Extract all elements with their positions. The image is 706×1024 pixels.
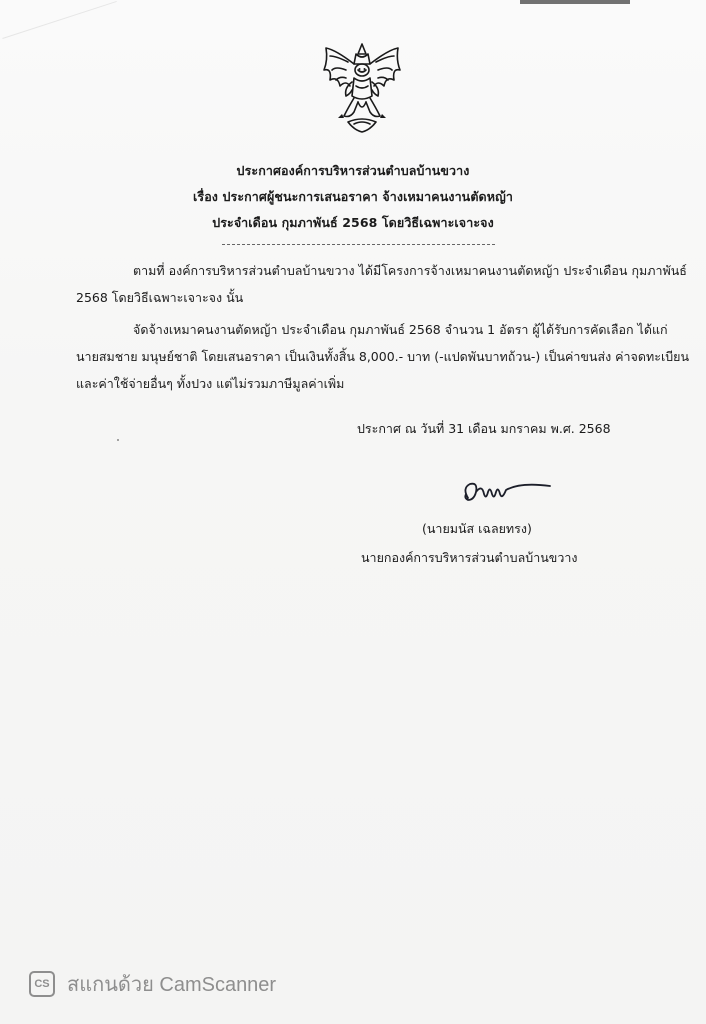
header-divider [222,244,495,245]
paragraph-2-line-3: และค่าใช้จ่ายอื่นๆ ทั้งปวง แต่ไม่รวมภาษีมูลค่าเพิ่ม [76,376,345,391]
camscanner-logo-icon: CS [29,971,55,997]
handwritten-signature [460,478,556,508]
garuda-emblem [318,40,406,136]
paragraph-1-line-1: ตามที่ องค์การบริหารส่วนตำบลบ้านขวาง ได้มีโครงการจ้างเหมาคนงานตัดหญ้า ประจำเดือน กุมภาพันธ์ [133,263,687,278]
paragraph-2-line-1: จัดจ้างเหมาคนงานตัดหญ้า ประจำเดือน กุมภาพันธ์ 2568 จำนวน 1 อัตรา ผู้ได้รับการคัดเลือก ได้แก่ [133,322,668,337]
scan-speck [117,439,119,441]
scan-edge-shadow [520,0,630,4]
camscanner-watermark [29,969,276,999]
paragraph-1-line-2: 2568 โดยวิธีเฉพาะเจาะจง นั้น [76,290,244,305]
announcement-period: ประจำเดือน กุมภาพันธ์ 2568 โดยวิธีเฉพาะเจาะจง [212,215,494,230]
announcement-subject: เรื่อง ประกาศผู้ชนะการเสนอราคา จ้างเหมาคนงานตัดหญ้า [193,189,513,204]
announcement-date: ประกาศ ณ วันที่ 31 เดือน มกราคม พ.ศ. 2568 [357,421,611,436]
paragraph-2-line-2: นายสมชาย มนุษย์ชาติ โดยเสนอราคา เป็นเงินทั้งสิ้น 8,000.- บาท (-แปดพันบาทถ้วน-) เป็นค่าขนส่ง ค่าจดทะเบียน [76,349,690,364]
signatory-position: นายกองค์การบริหารส่วนตำบลบ้านขวาง [361,550,578,565]
signatory-name: (นายมนัส เฉลยทรง) [422,521,532,536]
camscanner-label: สแกนด้วย CamScanner [67,974,277,996]
announcement-header-line-1: ประกาศองค์การบริหารส่วนตำบลบ้านขวาง [236,163,470,178]
paper-crease [0,0,117,39]
